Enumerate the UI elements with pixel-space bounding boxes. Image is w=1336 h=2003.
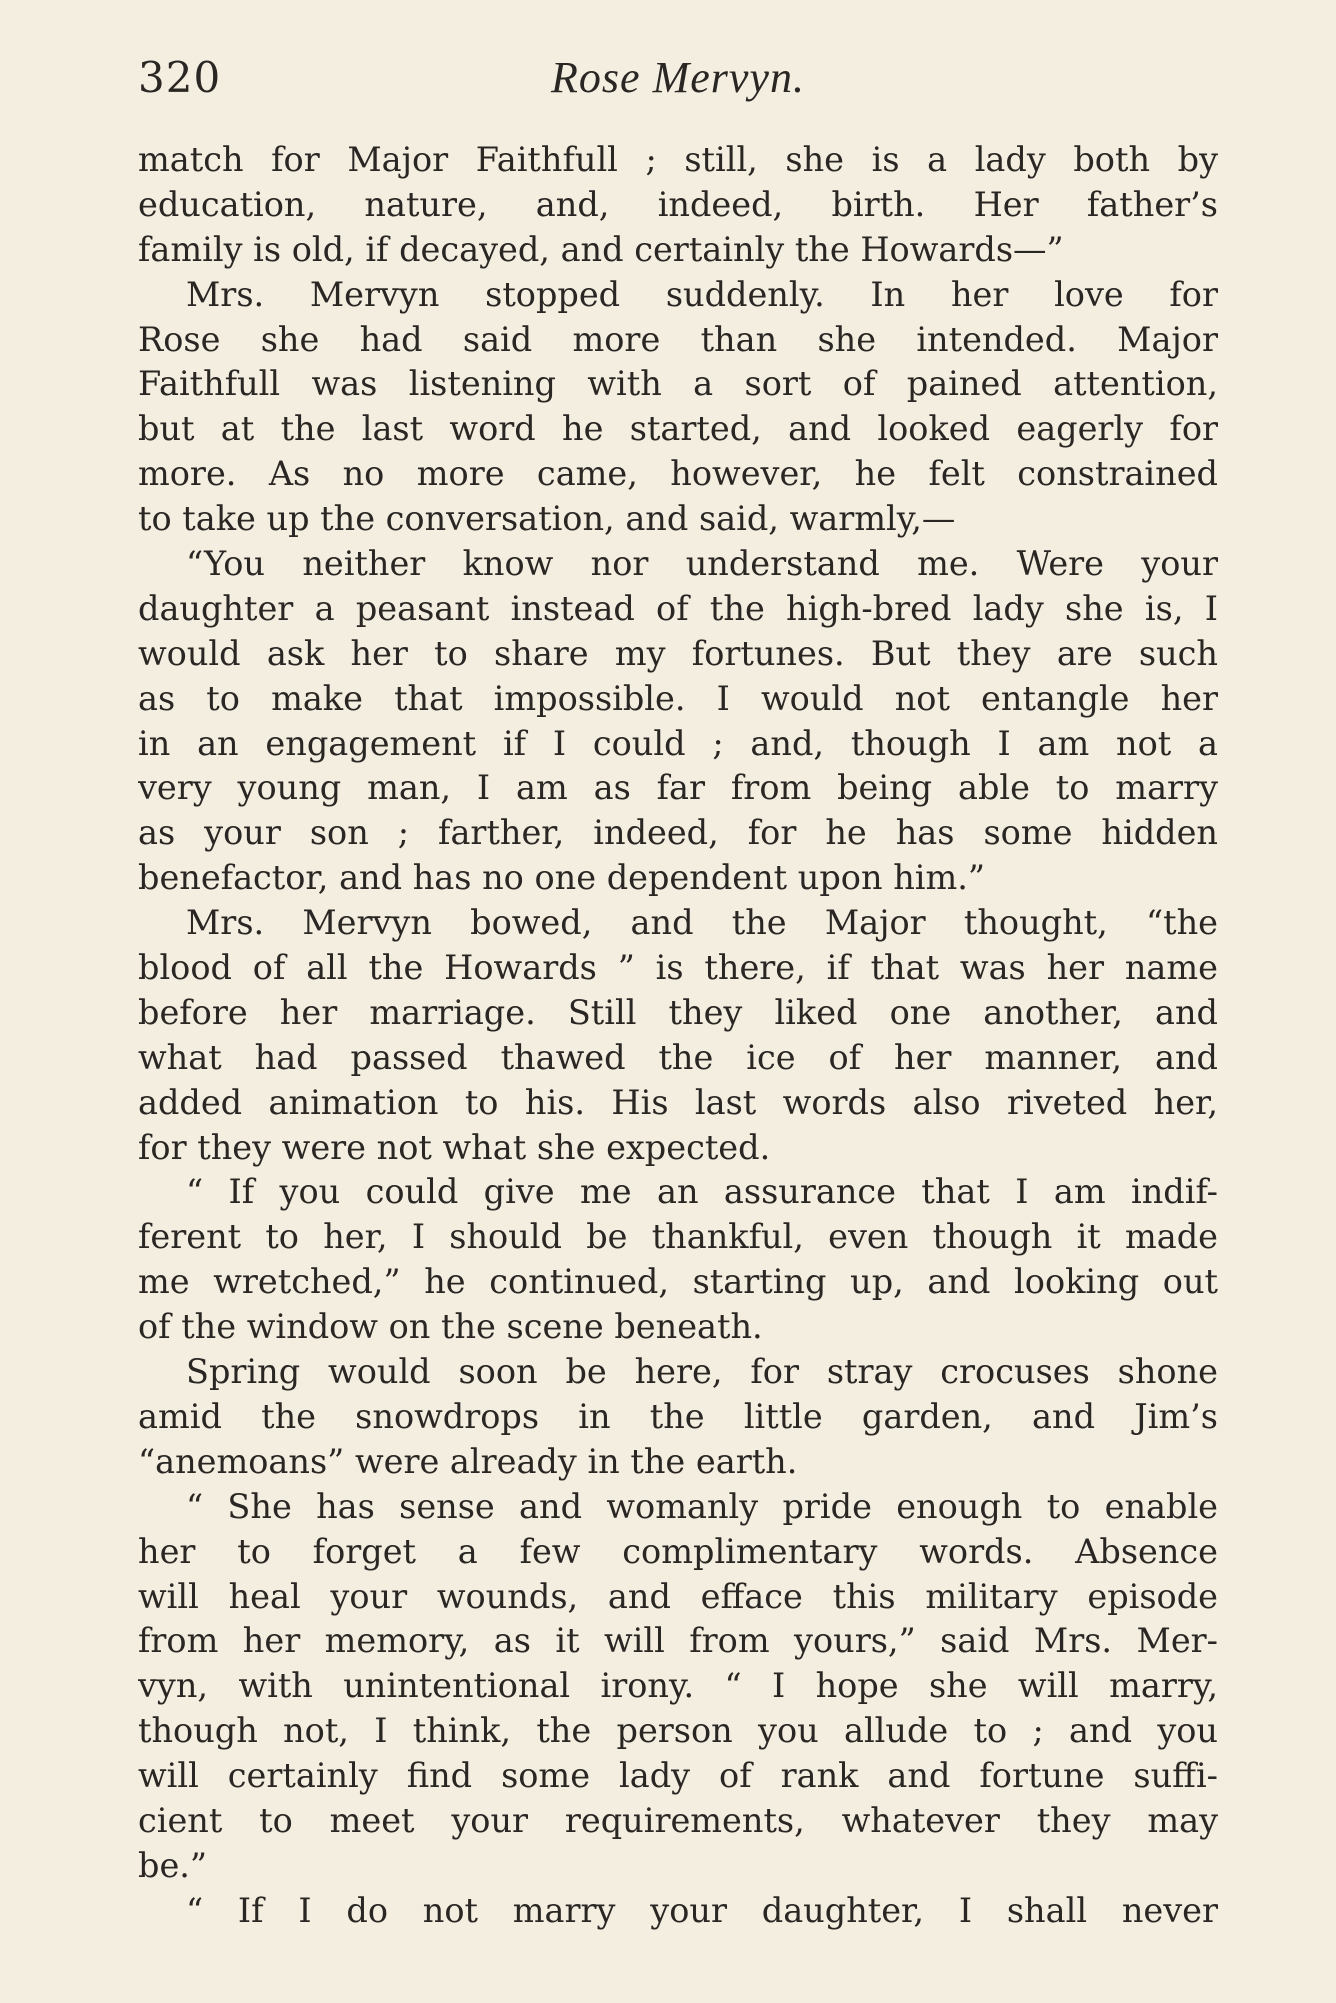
- text-line: will heal your wounds, and efface this military episode: [138, 1576, 1218, 1616]
- text-line: benefactor, and has no one dependent upon him.”: [138, 858, 986, 898]
- text-line: before her marriage. Still they liked one another, and: [138, 992, 1218, 1032]
- text-line: of the window on the scene beneath.: [138, 1307, 763, 1347]
- text-line: education, nature, and, indeed, birth. Her father’s: [138, 184, 1218, 224]
- text-line: “ If you could give me an assurance that I am indif-: [186, 1172, 1218, 1212]
- text-line: but at the last word he started, and looked eagerly for: [138, 409, 1218, 449]
- text-line: ferent to her, I should be thankful, even though it made: [138, 1217, 1218, 1257]
- text-line: Mrs. Mervyn bowed, and the Major thought, “the: [186, 903, 1218, 943]
- text-line: though not, I think, the person you allude to ; and you: [138, 1711, 1218, 1751]
- text-line: Spring would soon be here, for stray crocuses shone: [186, 1352, 1218, 1392]
- text-line: as your son ; farther, indeed, for he has some hidden: [138, 813, 1218, 853]
- body-text: [138, 138, 1218, 1934]
- text-line: added animation to his. His last words also riveted her,: [138, 1082, 1218, 1122]
- text-line: match for Major Faithfull ; still, she is a lady both by: [138, 140, 1218, 179]
- text-line: “anemoans” were already in the earth.: [138, 1441, 798, 1481]
- text-line: “ If I do not marry your daughter, I shall never: [186, 1890, 1218, 1930]
- text-line: more. As no more came, however, he felt constrained: [138, 454, 1218, 494]
- text-line: as to make that impossible. I would not entangle her: [138, 678, 1218, 718]
- text-line: Rose she had said more than she intended. Major: [138, 319, 1218, 359]
- text-line: daughter a peasant instead of the high-bred lady she is, I: [138, 588, 1218, 628]
- text-line: her to forget a few complimentary words. Absence: [138, 1531, 1218, 1571]
- text-line: would ask her to share my fortunes. But they are such: [138, 633, 1218, 673]
- text-line: what had passed thawed the ice of her manner, and: [138, 1037, 1218, 1077]
- text-line: to take up the conversation, and said, warmly,—: [138, 499, 956, 539]
- text-line: me wretched,” he continued, starting up, and looking out: [138, 1262, 1218, 1302]
- page-number: 320: [138, 53, 222, 102]
- text-line: will certainly find some lady of rank and fortune suffi-: [138, 1756, 1218, 1796]
- text-line: cient to meet your requirements, whatever they may: [138, 1800, 1218, 1840]
- text-line: amid the snowdrops in the little garden, and Jim’s: [138, 1396, 1218, 1436]
- text-line: be.”: [138, 1845, 208, 1885]
- text-line: Mrs. Mervyn stopped suddenly. In her love for: [186, 274, 1218, 314]
- running-title: Rose Mervyn.: [551, 53, 805, 102]
- text-line: for they were not what she expected.: [138, 1127, 771, 1167]
- text-line: family is old, if decayed, and certainly the Howards—”: [138, 229, 1064, 269]
- text-line: Faithfull was listening with a sort of pained attention,: [138, 364, 1218, 404]
- page-header: [138, 48, 1218, 108]
- text-line: vyn, with unintentional irony. “ I hope she will marry,: [138, 1666, 1218, 1706]
- text-line: “You neither know nor understand me. Were your: [186, 544, 1218, 584]
- text-line: very young man, I am as far from being able to marry: [138, 768, 1218, 808]
- text-line: from her memory, as it will from yours,” said Mrs. Mer-: [138, 1621, 1218, 1661]
- text-line: blood of all the Howards ” is there, if that was her name: [138, 948, 1218, 988]
- text-line: in an engagement if I could ; and, though I am not a: [138, 723, 1218, 763]
- text-line: “ She has sense and womanly pride enough to enable: [186, 1486, 1218, 1526]
